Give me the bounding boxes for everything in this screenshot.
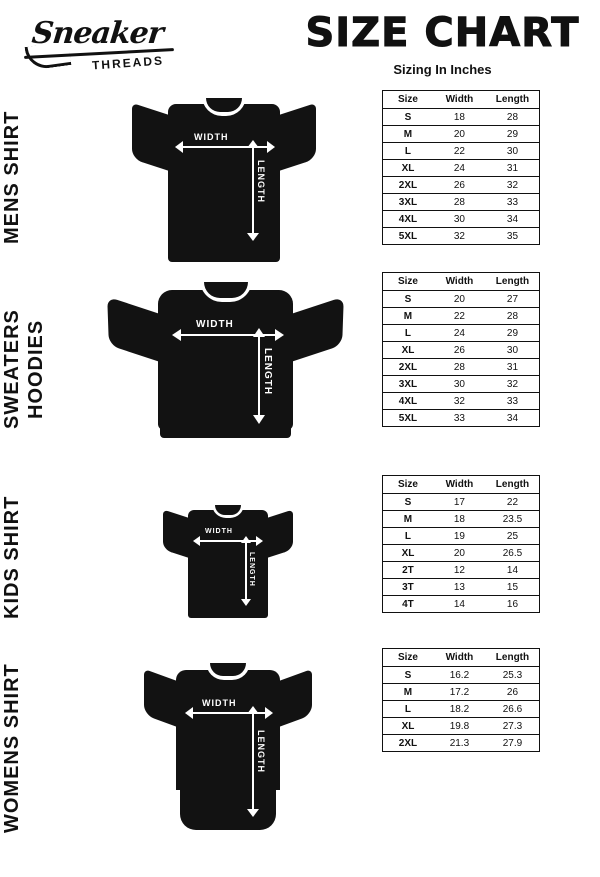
col-header-length: Length [486,476,539,494]
sweater-length-line [258,336,260,416]
cell-size: 4XL [383,393,433,410]
table-sweaters-hoodies [382,272,540,427]
page-header [0,0,600,88]
cell-width: 26 [433,177,486,194]
table-header-row [383,91,539,109]
cell-length: 34 [486,410,539,427]
womens-width-label: WIDTH [202,698,237,708]
cell-length: 29 [486,325,539,342]
table-row [383,376,539,393]
cell-length: 30 [486,342,539,359]
cell-size: 2XL [383,177,433,194]
cell-size: 3XL [383,376,433,393]
col-header-width: Width [433,476,486,494]
table-row [383,596,539,613]
cell-size: 3T [383,579,433,596]
cell-length: 31 [486,359,539,376]
size-table [383,91,539,244]
table-header-row [383,649,539,667]
table-row [383,562,539,579]
sweater-graphic [108,272,343,447]
cell-size: L [383,143,433,160]
cell-width: 33 [433,410,486,427]
col-header-width: Width [433,91,486,109]
cell-size: 3XL [383,194,433,211]
cell-size: S [383,494,433,511]
cell-size: XL [383,160,433,177]
cell-length: 16 [486,596,539,613]
mens-tshirt-graphic [132,90,317,265]
cell-size: S [383,109,433,126]
cell-width: 17 [433,494,486,511]
col-header-size: Size [383,91,433,109]
kids-length-label: LENGTH [248,552,255,587]
cell-size: 5XL [383,228,433,245]
kids-tshirt-graphic [163,500,293,620]
cell-length: 28 [486,308,539,325]
section-label-text: WOMENS SHIRT [1,663,23,833]
womens-length-line [252,714,254,810]
page-title: SIZE CHART [305,10,580,56]
cell-size: 2XL [383,359,433,376]
cell-width: 20 [433,126,486,143]
col-header-size: Size [383,649,433,667]
table-row [383,701,539,718]
table-row [383,291,539,308]
page-subtitle: Sizing In Inches [393,62,492,77]
cell-width: 28 [433,194,486,211]
section-label-mens [0,90,130,265]
cell-length: 27.3 [486,718,539,735]
table-row [383,494,539,511]
cell-length: 14 [486,562,539,579]
table-row [383,194,539,211]
table-row [383,393,539,410]
kids-length-line [245,542,247,600]
col-header-size: Size [383,476,433,494]
cell-width: 18 [433,511,486,528]
cell-length: 25 [486,528,539,545]
table-row [383,325,539,342]
cell-size: XL [383,342,433,359]
section-mens-shirt [0,90,600,265]
table-row [383,177,539,194]
cell-width: 22 [433,143,486,160]
cell-size: S [383,667,433,684]
cell-width: 26 [433,342,486,359]
table-row [383,143,539,160]
table-row [383,410,539,427]
cell-size: 4XL [383,211,433,228]
cell-size: 2XL [383,735,433,752]
size-table [383,476,539,612]
cell-size: L [383,701,433,718]
table-row [383,684,539,701]
cell-width: 30 [433,376,486,393]
title-block [300,10,585,77]
sweater-length-label: LENGTH [262,348,273,396]
cell-size: M [383,308,433,325]
table-row [383,211,539,228]
cell-width: 30 [433,211,486,228]
cell-width: 20 [433,291,486,308]
table-row [383,160,539,177]
cell-width: 20 [433,545,486,562]
col-header-width: Width [433,273,486,291]
table-mens-shirt [382,90,540,245]
cell-width: 18 [433,109,486,126]
table-row [383,735,539,752]
cell-width: 18.2 [433,701,486,718]
section-label-text: KIDS SHIRT [1,495,23,620]
cell-size: XL [383,545,433,562]
cell-length: 29 [486,126,539,143]
col-header-width: Width [433,649,486,667]
cell-width: 21.3 [433,735,486,752]
cell-length: 26.6 [486,701,539,718]
col-header-length: Length [486,649,539,667]
cell-length: 15 [486,579,539,596]
cell-size: 5XL [383,410,433,427]
brand-script-text: Sneaker [30,16,165,51]
cell-width: 32 [433,393,486,410]
table-header-row [383,476,539,494]
cell-length: 23.5 [486,511,539,528]
table-row [383,126,539,143]
mens-length-label: LENGTH [256,160,266,203]
cell-size: L [383,325,433,342]
section-sweaters-hoodies [0,272,600,467]
brand-sub-text: THREADS [91,53,165,73]
table-header-row [383,273,539,291]
section-label-text: MENS SHIRT [1,110,23,245]
cell-length: 27 [486,291,539,308]
mens-length-line [252,148,254,234]
table-row [383,109,539,126]
table-row [383,342,539,359]
cell-width: 12 [433,562,486,579]
table-row [383,545,539,562]
cell-width: 16.2 [433,667,486,684]
col-header-length: Length [486,273,539,291]
cell-size: M [383,511,433,528]
size-table [383,273,539,426]
col-header-length: Length [486,91,539,109]
size-table [383,649,539,751]
table-womens-shirt [382,648,540,752]
table-row [383,308,539,325]
table-row [383,667,539,684]
cell-width: 28 [433,359,486,376]
section-kids-shirt [0,475,600,640]
cell-width: 32 [433,228,486,245]
cell-width: 17.2 [433,684,486,701]
section-womens-shirt [0,648,600,848]
cell-width: 19.8 [433,718,486,735]
cell-width: 14 [433,596,486,613]
cell-size: XL [383,718,433,735]
section-label-womens [0,648,130,848]
section-label-text: SWEATERS HOODIES [1,309,47,430]
womens-tshirt-graphic [140,660,315,840]
cell-length: 31 [486,160,539,177]
cell-length: 35 [486,228,539,245]
cell-size: M [383,126,433,143]
table-row [383,359,539,376]
cell-width: 24 [433,325,486,342]
cell-length: 30 [486,143,539,160]
table-row [383,528,539,545]
cell-length: 33 [486,393,539,410]
cell-length: 26 [486,684,539,701]
cell-length: 34 [486,211,539,228]
cell-length: 26.5 [486,545,539,562]
kids-width-label: WIDTH [205,528,233,535]
cell-size: L [383,528,433,545]
cell-size: 2T [383,562,433,579]
table-row [383,579,539,596]
table-kids-shirt [382,475,540,613]
cell-length: 33 [486,194,539,211]
table-row [383,228,539,245]
section-label-kids [0,475,130,640]
cell-size: 4T [383,596,433,613]
cell-length: 32 [486,177,539,194]
sweater-width-label: WIDTH [196,319,234,330]
womens-length-label: LENGTH [256,730,266,773]
cell-length: 25.3 [486,667,539,684]
cell-width: 19 [433,528,486,545]
cell-length: 27.9 [486,735,539,752]
cell-size: M [383,684,433,701]
table-row [383,718,539,735]
cell-width: 13 [433,579,486,596]
mens-width-label: WIDTH [194,132,229,142]
table-row [383,511,539,528]
cell-width: 24 [433,160,486,177]
cell-length: 32 [486,376,539,393]
cell-length: 22 [486,494,539,511]
col-header-size: Size [383,273,433,291]
cell-length: 28 [486,109,539,126]
brand-logo [18,14,188,76]
cell-width: 22 [433,308,486,325]
cell-size: S [383,291,433,308]
